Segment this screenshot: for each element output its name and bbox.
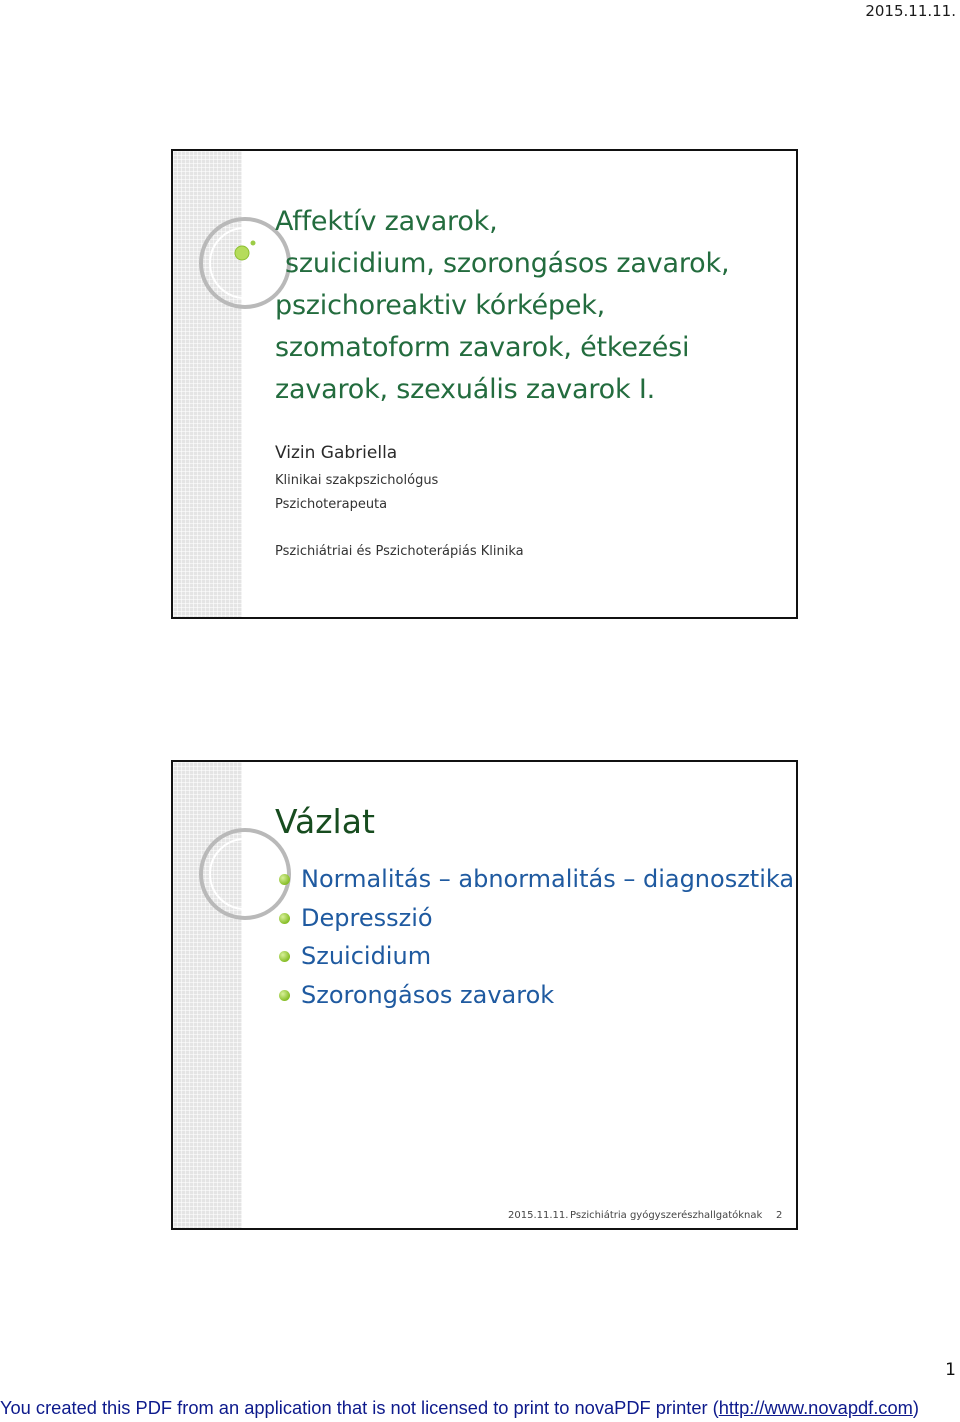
watermark-link[interactable]: http://www.novapdf.com bbox=[718, 1397, 913, 1418]
bullet-text: Szorongásos zavarok bbox=[301, 980, 555, 1009]
license-watermark bbox=[0, 1397, 960, 1419]
page-number: 1 bbox=[945, 1360, 956, 1380]
header-date: 2015.11.11. bbox=[865, 2, 956, 20]
bullet-list bbox=[279, 860, 794, 1014]
bullet-dot-icon bbox=[279, 951, 290, 962]
slide-footer-page-number: 2 bbox=[776, 1210, 783, 1221]
title-line: pszichoreaktiv kórképek, bbox=[275, 290, 606, 321]
title-line: zavarok, szexuális zavarok I. bbox=[275, 374, 655, 405]
slide-title: Vázlat bbox=[275, 802, 375, 841]
author-role: Pszichoterapeuta bbox=[275, 497, 388, 512]
slide-title bbox=[275, 201, 775, 411]
author-name: Vizin Gabriella bbox=[275, 443, 398, 463]
clinic-name: Pszichiátriai és Pszichoterápiás Klinika bbox=[275, 544, 524, 559]
outline-slide bbox=[171, 760, 798, 1230]
title-slide bbox=[171, 149, 798, 619]
title-line: szomatoform zavarok, étkezési bbox=[275, 332, 690, 363]
bullet-dot-icon bbox=[279, 990, 290, 1001]
bullet-text: Normalitás – abnormalitás – diagnosztika bbox=[301, 865, 795, 893]
slide-footer-date: 2015.11.11. bbox=[508, 1210, 569, 1221]
bullet-text: Szuicidium bbox=[301, 942, 432, 971]
bullet-dot-icon bbox=[279, 874, 290, 885]
watermark-text-end: ) bbox=[912, 1397, 919, 1418]
list-item bbox=[279, 899, 794, 938]
bullet-text: Depresszió bbox=[301, 903, 433, 932]
title-line: Affektív zavarok, bbox=[275, 206, 498, 237]
watermark-text: You created this PDF from an application that is not licensed to print to novaPDF printer ( bbox=[0, 1397, 719, 1418]
list-item bbox=[279, 976, 794, 1015]
title-line: szuicidium, szorongásos zavarok, bbox=[285, 248, 730, 279]
list-item bbox=[279, 860, 794, 899]
author-role: Klinikai szakpszichológus bbox=[275, 473, 439, 488]
slide-footer-title: Pszichiátria gyógyszerészhallgatóknak bbox=[570, 1210, 763, 1221]
list-item bbox=[279, 937, 794, 976]
bullet-dot-icon bbox=[279, 913, 290, 924]
